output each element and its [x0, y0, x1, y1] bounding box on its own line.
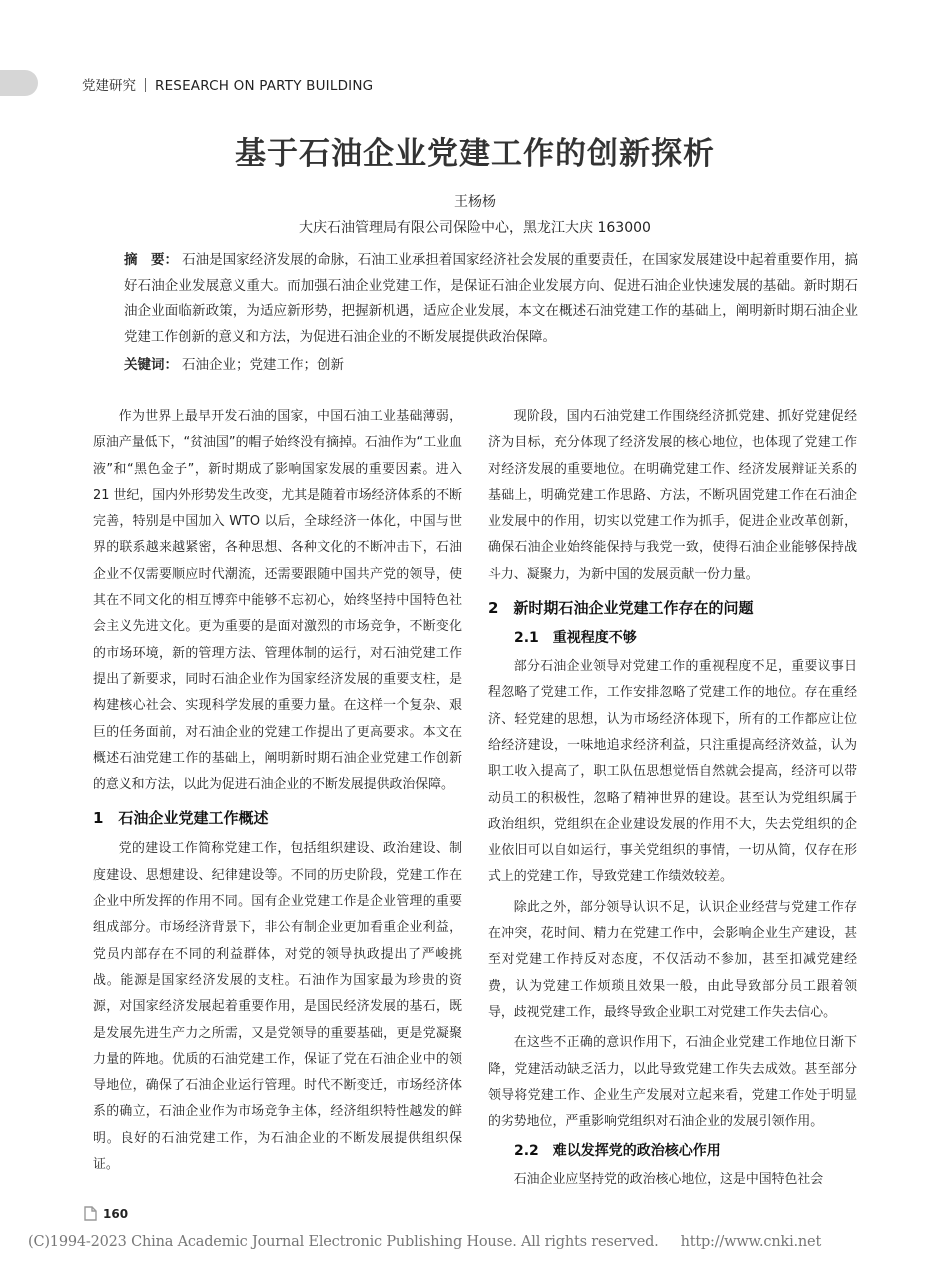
running-header	[82, 74, 373, 94]
paragraph: 除此之外，部分领导认识不足，认识企业经营与党建工作存在冲突，花时间、精力在党建工作中，会影响企业生产建设，甚至对党建工作持反对态度，不仅活动不参加，甚至扣减党建经费，认为党建工作烦琐且效果一般，由此导致部分员工跟着领导，歧视党建工作，最终导致企业职工对党建工作失去信心。	[488, 899, 857, 1020]
paragraph: 在这些不正确的意识作用下，石油企业党建工作地位日渐下降，党建活动缺乏活力，以此导致党建工作失去成效。甚至部分领导将党建工作、企业生产发展对立起来看，党建工作处于明显的劣势地位，严重影响党组织对石油企业的发展引领作用。	[488, 1035, 857, 1130]
header-divider	[145, 78, 146, 92]
section-heading-2: 2 新时期石油企业党建工作存在的问题	[488, 599, 754, 618]
footer-url: http://www.cnki.net	[680, 1234, 822, 1250]
copyright-footer	[28, 1234, 928, 1250]
keywords-label: 关键词：	[124, 357, 178, 373]
keywords-text: 石油企业；党建工作；创新	[182, 357, 344, 373]
abstract	[124, 248, 858, 350]
keywords	[124, 353, 858, 378]
paragraph: 作为世界上最早开发石油的国家，中国石油工业基础薄弱，原油产量低下，“贫油国”的帽子始终没有摘掉。石油作为“工业血液”和“黑色金子”，新时期成了影响国家发展的重要因素。进入 21 世纪，国内外形势发生改变，尤其是随着市场经济体系的不断完善，特别是中国加入 WTO 以后，全球经济一体化，中国与世界的联系越来越紧密，各种思想、各种文化的不断冲击下，石油企业不仅需要顺应时代潮流，还需要跟随中国共产党的领导，使其在不同文化的相互博弈中能够不忘初心，始终坚持中国特色社会主义先进文化。更为重要的是面对激烈的市场竞争，不断变化的市场环境，新的管理方法、管理体制的运行，对石油党建工作提出了新要求，同时石油企业作为国家经济发展的重要支柱，是构建核心社会、实现科学发展的重要力量。在这样一个复杂、艰巨的任务面前，对石油企业的党建工作提出了更高要求。本文在概述石油党建工作的基础上，阐明新时期石油企业党建工作创新的意义和方法，以此为促进石油企业的不断发展提供政治保障。	[93, 409, 462, 793]
subsection-heading-2-2: 2.2 难以发挥党的政治核心作用	[514, 1143, 721, 1160]
page-corner-icon	[84, 1206, 97, 1221]
header-section-en: RESEARCH ON PARTY BUILDING	[155, 78, 374, 94]
abstract-text: 石油是国家经济发展的命脉，石油工业承担着国家经济社会发展的重要责任，在国家发展建设中起着重要作用，搞好石油企业发展意义重大。而加强石油企业党建工作，是保证石油企业发展方向、促进石油企业快速发展的基础。新时期石油企业面临新政策，为适应新形势，把握新机遇，适应企业发展，本文在概述石油党建工作的基础上，阐明新时期石油企业党建工作创新的意义和方法，为促进石油企业的不断发展提供政治保障。	[124, 252, 859, 345]
subsection-heading-2-1: 2.1 重视程度不够	[514, 630, 637, 647]
article-title: 基于石油企业党建工作的创新探析	[235, 136, 715, 172]
paragraph: 现阶段，国内石油党建工作围绕经济抓党建、抓好党建促经济为目标，充分体现了经济发展的核心地位，也体现了党建工作对经济发展的重要地位。在明确党建工作、经济发展辩证关系的基础上，明确党建工作思路、方法，不断巩固党建工作在石油企业发展中的作用，切实以党建工作为抓手，促进企业改革创新，确保石油企业始终能保持与我党一致，使得石油企业能够保持战斗力、凝聚力，为新中国的发展贡献一份力量。	[488, 409, 857, 582]
left-column	[93, 404, 462, 1178]
page-number	[84, 1206, 128, 1221]
section-heading-1: 1 石油企业党建工作概述	[93, 809, 269, 828]
section-tab-marker	[0, 70, 38, 96]
page-number-text: 160	[103, 1206, 129, 1221]
paragraph: 党的建设工作简称党建工作，包括组织建设、政治建设、制度建设、思想建设、纪律建设等。不同的历史阶段，党建工作在企业中所发挥的作用不同。国有企业党建工作是企业管理的重要组成部分。市场经济背景下，非公有制企业更加看重企业利益，党员内部存在不同的利益群体，对党的领导执政提出了严峻挑战。能源是国家经济发展的支柱。石油作为国家最为珍贵的资源，对国家经济发展起着重要作用，是国民经济发展的基石，既是发展先进生产力之所需，又是党领导的重要基础，更是党凝聚力量的阵地。优质的石油党建工作，保证了党在石油企业中的领导地位，确保了石油企业运行管理。时代不断变迁，市场经济体系的确立，石油企业作为市场竞争主体，经济组织特性越发的鲜明。良好的石油党建工作，为石油企业的不断发展提供组织保证。	[93, 841, 462, 1173]
paragraph: 石油企业应坚持党的政治核心地位，这是中国特色社会	[513, 1172, 824, 1188]
copyright-text: (C)1994-2023 China Academic Journal Electronic Publishing House. All rights reserved.	[28, 1234, 659, 1250]
right-column	[488, 404, 857, 1194]
paragraph: 部分石油企业领导对党建工作的重视程度不足，重要议事日程忽略了党建工作，工作安排忽略了党建工作的地位。存在重经济、轻党建的思想，认为市场经济体现下，所有的工作都应让位给经济建设，一味地追求经济利益，只注重提高经济效益，认为职工收入提高了，职工队伍思想觉悟自然就会提高，经济可以带动员工的积极性，忽略了精神世界的建设。甚至认为党组织属于政治组织，党组织在企业建设发展的作用不大，失去党组织的企业依旧可以自如运行，事关党组织的事情，一切从简，仅存在形式上的党建工作，导致党建工作绩效较差。	[488, 659, 857, 885]
author: 王杨杨	[454, 194, 496, 210]
affiliation: 大庆石油管理局有限公司保险中心，黑龙江大庆 163000	[299, 220, 651, 236]
header-section-cn: 党建研究	[82, 78, 136, 94]
abstract-label: 摘 要：	[124, 252, 179, 268]
